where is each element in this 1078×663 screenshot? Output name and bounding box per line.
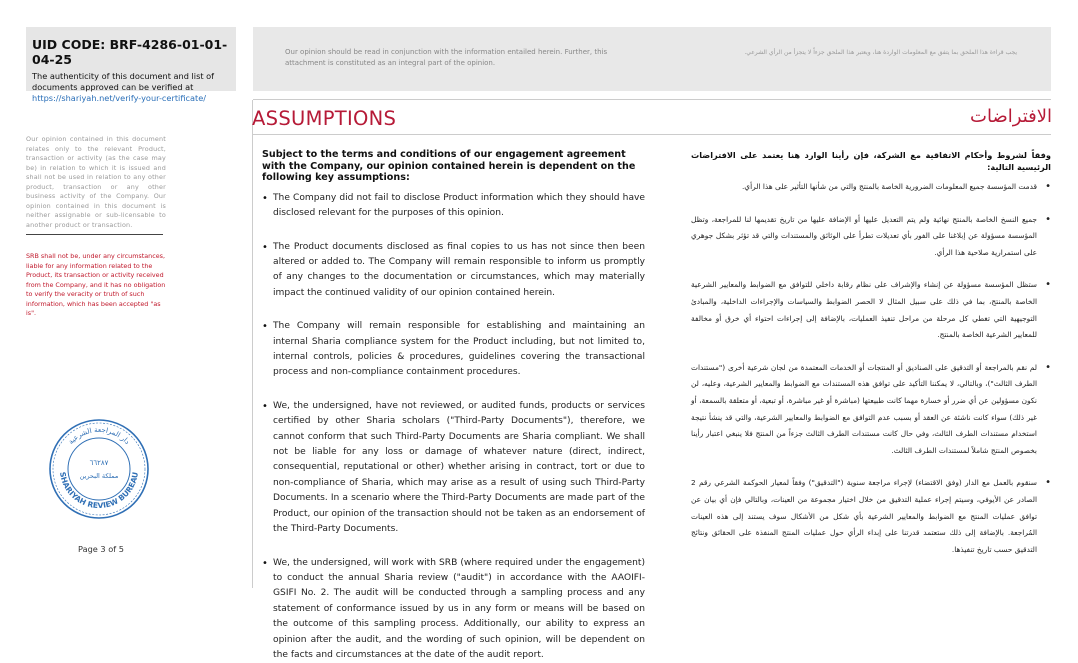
uid-code: UID CODE: BRF-4286-01-01-04-25: [32, 37, 236, 67]
stamp-number: ٦٦٢٨٧: [90, 459, 109, 467]
lead-paragraph-ar: وفقاً لشروط وأحكام الاتفاقية مع الشركة، فإن رأينا الوارد هنا يعتمد على الافتراضات الرئيسية التالية:: [691, 149, 1051, 173]
uid-verify-text: The authenticity of this document and list of documents approved can be verified at: [32, 71, 236, 93]
section-title-ar: الافتراضات: [970, 106, 1052, 127]
top-banner: [253, 27, 1051, 91]
header-divider: [253, 99, 1051, 100]
list-item: • We, the undersigned, will work with SRB (where required under the engagement) to conduct the annual Sharia review ("audit") in accordance with the AAOIFI-GSIFI No. 2. The audit will be conducted through a sampling process and any statement of conformance issued by us in any form or means will be based on the outcome of this sampling process. Additionally, our ability to express an opinion after the audit, and the wording of such opinion, will be dependent on the facts and circumstances at the date of the audit report.: [262, 556, 645, 663]
title-divider: [253, 134, 1051, 135]
list-item: • ستظل المؤسسة مسؤولة عن إنشاء والإشراف على نظام رقابة داخلي للتوافق مع الضوابط والمعايير الشرعية الخاصة بالمنتج، بما في ذلك على سبيل المثال لا الحصر الضوابط والسياسات والإجراءات الداخلية، والمبادئ التوجيهية التي تغطي كل مرحلة من مراحل تنفيذ العمليات، بالإضافة إلى إجراءات احتواء أي خرق أو مخالفة للمعايير الشرعية الخاصة بالمنتج.: [691, 277, 1051, 343]
banner-text-en: Our opinion should be read in conjunction with the information entailed herein. Further, this attachment is constituted as an integral part of the opinion.: [285, 47, 625, 69]
page-number: Page 3 of 5: [78, 544, 124, 554]
stamp-ring-text-ar: دار المراجعة الشرعية: [67, 426, 131, 446]
column-divider: [252, 100, 253, 588]
list-item: • The Product documents disclosed as final copies to us has not since then been altered or added to. The Company will remain responsible to inform us promptly of any changes to the documentation or circumstances, which may materially impact the continued validity of our opinion contained herein.: [262, 240, 645, 302]
list-item: • قدمت المؤسسة جميع المعلومات الضرورية الخاصة بالمنتج والتي من شأنها التأثير على هذا الرأي.: [691, 179, 1051, 196]
divider: [26, 234, 163, 235]
list-item: • جميع النسخ الخاصة بالمنتج نهائية ولم يتم التعديل عليها أو الإضافة عليها من تاريخ تقديمها لنا للمراجعة، وتظل المؤسسة مسؤولة عن إبلاغنا على الفور بأي تعديلات تطرأ على الوثائق والمستندات والتي قد تؤثر بشكل جوهري على استمرارية صلاحية هذا الرأي.: [691, 212, 1051, 262]
list-item: • We, the undersigned, have not reviewed, or audited funds, products or services certified by other Sharia scholars ("Third-Party Documents"), therefore, we cannot conform that such Third-Party Documents are Sharia compliant. We shall not be liable for any loss or damage of whatever nature (direct, indirect, consequential, reputational or other) whether arising in contract, tort or due to non-compliance of Sharia, which may arise as a result of using such Third-Party Documents. In a scenario where the Third-Party Documents are made part of the Product, our opinion of the transaction should not be taken as an endorsement of the Third-Party Documents.: [262, 399, 645, 538]
lead-paragraph-en: Subject to the terms and conditions of our engagement agreement with the Company, our opinion contained herein is dependent on the following key assumptions:: [262, 149, 645, 184]
stamp-center-ar: مملكة البحرين: [80, 472, 119, 480]
list-item: • The Company did not fail to disclose Product information which they should have disclosed relevant for the purposes of this opinion.: [262, 191, 645, 222]
assumptions-en: [262, 149, 645, 663]
stamp-ring-text: SHARIYAH REVIEW BUREAU: [58, 471, 140, 510]
list-item: • لم نقم بالمراجعة أو التدقيق على الصناديق أو المنتجات أو الخدمات المعتمدة من لجان شرعية أخرى ("مستندات الطرف الثالث")، وبالتالي، لا يمكننا التأكيد على توافق هذه المستندات مع الضوابط والمعايير الشرعية، وعليه، لن نكون مسؤولين عن أي ضرر أو خسارة مهما كانت طبيعتها (مباشرة أو غير مباشرة، أو تبعية، أو متعلقة بالسمعة، أو غير ذلك) سواء كانت ناشئة عن العقد أو بسبب عدم التوافق مع الضوابط والمعايير الشرعية، والتي قد ينشأ نتيجة استخدام مستندات الطرف الثالث، وفي حال كانت مستندات الطرف الثالث جزءاً من المنتج فلا ينبغي اعتبار رأينا بخصوص المنتج شاملاً لمستندات الطرف الثالث.: [691, 360, 1051, 460]
liability-note: SRB shall not be, under any circumstances, liable for any information related to the Product, its transaction or activity received from the Company, and it has no obligation to verify the veracity or truth of such information, which has been accepted "as is".: [26, 252, 166, 319]
uid-box: [26, 27, 236, 91]
verify-link[interactable]: https://shariyah.net/verify-your-certificate/: [32, 93, 236, 103]
list-item: • سنقوم بالعمل مع الدار (وفق الاقتضاء) لإجراء مراجعة سنوية ("التدقيق") وفقاً لمعيار الحوكمة الشرعي رقم 2 الصادر عن الأيوفي، وسيتم إجراء عملية التدقيق من خلال اختيار مجموعة من العينات، وبالتالي فإن أي بيان عن توافق عمليات المنتج مع الضوابط والمعايير الشرعية بأي شكل من الأشكال سوف يستند إلى هذه العينات المُراجعة. بالإضافة إلى ذلك ستعتمد قدرتنا على إبداء الرأي حول عمليات المنتج المنفذة على الحقائق ونتائج التدقيق حسب تاريخ تنفيذها.: [691, 475, 1051, 558]
list-item: • The Company will remain responsible for establishing and maintaining an internal Sharia compliance system for the Product including, but not limited to, internal controls, policies & procedures, guidelines covering the transactional process and non-compliance containment procedures.: [262, 319, 645, 381]
banner-text-ar: يجب قراءة هذا الملحق بما يتفق مع المعلومات الواردة هنا، ويعتبر هذا الملحق جزءاً لا يتجزأ من الرأي الشرعي.: [707, 47, 1017, 58]
assumptions-ar: [691, 149, 1051, 558]
opinion-scope-note: Our opinion contained in this document relates only to the relevant Product, transaction or activity (as the case may be) in relation to which it is issued and shall not be used in relation to any other product, transaction or any other business activity of the Company. Our opinion contained in this document is neither assignable or sub-licensable to another product or transaction.: [26, 135, 166, 230]
section-title-en: ASSUMPTIONS: [252, 107, 396, 130]
stamp-seal-icon: [48, 418, 150, 520]
